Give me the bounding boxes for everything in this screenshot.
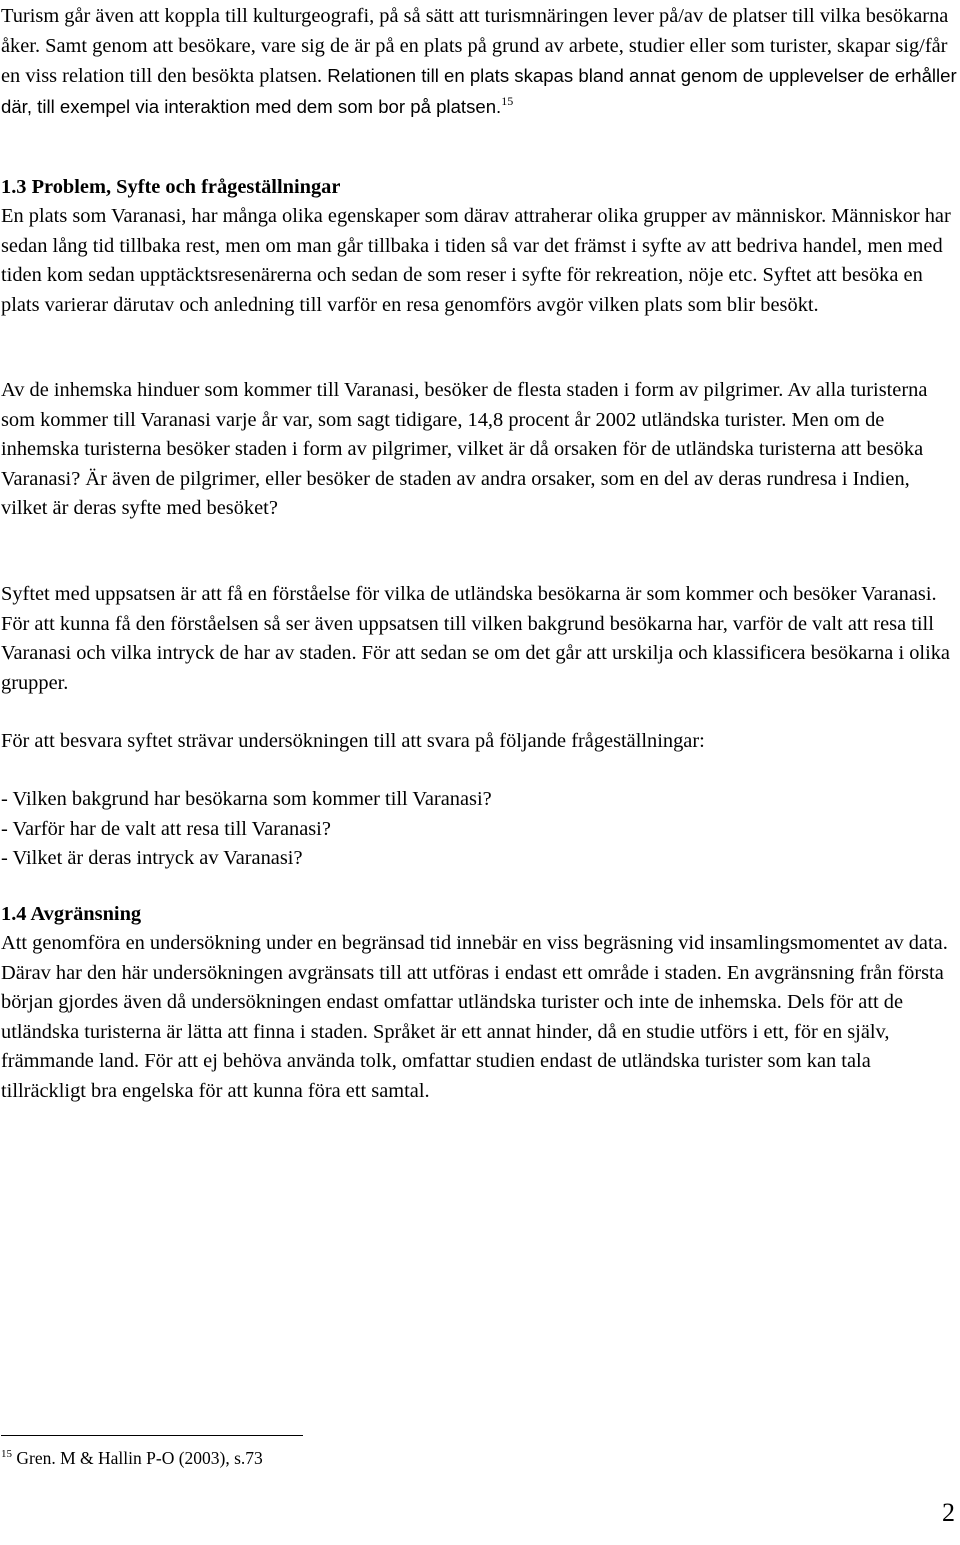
footnote <box>1 1446 263 1470</box>
section-1-3-paragraph-2: Av de inhemska hinduer som kommer till Varanasi, besöker de flesta staden i form av pilgrimer. Av alla turisterna som kommer till Varanasi varje år var, som sagt tidigare, 14,8 procent år 2002 utländska turister. Men om de inhemska turisterna besöker staden i form av pilgrimer, vilket är då orsaken för de utländska turisterna att besöka Varanasi? Är även de pilgrimer, eller besöker de staden av andra orsaker, som en del av deras rundresa i Indien, vilket är deras syfte med besöket? <box>1 379 928 519</box>
question-item: - Vilken bakgrund har besökarna som kommer till Varanasi? <box>1 788 492 810</box>
footnote-text: Gren. M & Hallin P-O (2003), s.73 <box>16 1448 263 1468</box>
footnote-mark: 15 <box>1 1448 12 1461</box>
page-number: 2 <box>942 1498 955 1527</box>
section-1-3-paragraph-1: En plats som Varanasi, har många olika egenskaper som därav attraherar olika grupper av människor. Människor har sedan lång tid tillbaka rest, men om man går tillbaka i tiden så var det främst i syfte av att bedriva handel, men med tiden kom sedan upptäcktsresenärerna och sedan de som reser i syfte för rekreation, nöje etc. Syftet att besöka en plats varierar därutav och anledning till varför en resa genomförs avgör vilken plats som blir besökt. <box>1 205 951 316</box>
intro-serif-text: Turism går även att koppla till kulturgeografi, på så sätt att turismnäringen lever på/av de platser till vilka besökarna åker. Samt genom att besökare, vare sig de är på en plats på grund av arbete, studier eller som turister, skapar sig/får en viss relation till den besökta platsen. <box>1 5 949 87</box>
footnote-reference: 15 <box>501 93 514 108</box>
intro-paragraph <box>1 2 958 122</box>
section-1-3-paragraph-4: För att besvara syftet strävar undersökningen till att svara på följande frågeställningar: <box>1 730 705 752</box>
intro-sans-text: Relationen till en plats skapas bland annat genom de upplevelser de erhåller där, till exempel via interaktion med dem som bor på platsen. <box>1 65 957 117</box>
section-1-3-paragraph-3: Syftet med uppsatsen är att få en förståelse för vilka de utländska besökarna är som kommer och besöker Varanasi. För att kunna få den förståelsen så ser även uppsatsen till vilken bakgrund besökarna har, varför de valt att resa till Varanasi och vilka intryck de har av staden. För att sedan se om det går att urskilja och klassificera besökarna i olika grupper. <box>1 583 950 694</box>
section-heading-1-3: 1.3 Problem, Syfte och frågeställningar <box>1 176 341 198</box>
footnote-divider <box>1 1435 303 1436</box>
section-heading-1-4: 1.4 Avgränsning <box>1 903 142 925</box>
question-item: - Varför har de valt att resa till Varanasi? <box>1 817 331 840</box>
question-item: - Vilket är deras intryck av Varanasi? <box>1 847 303 869</box>
question-list <box>1 785 958 874</box>
section-1-4-paragraph-1: Att genomföra en undersökning under en begränsad tid innebär en viss begräsning vid insamlingsmomentet av data. Därav har den här undersökningen avgränsats till att utföras i endast ett område i staden. En avgränsning från första början gjordes även då undersökningen endast omfattar utländska turister och inte de inhemska. Dels för att de utländska turisterna är lätta att finna i staden. Språket är ett annat hinder, då en studie utförs i ett, för en själv, främmande land. För att ej behöva använda tolk, omfattar studien endast de utländska turister som kan tala tillräckligt bra engelska för att kunna föra ett samtal. <box>1 932 948 1102</box>
